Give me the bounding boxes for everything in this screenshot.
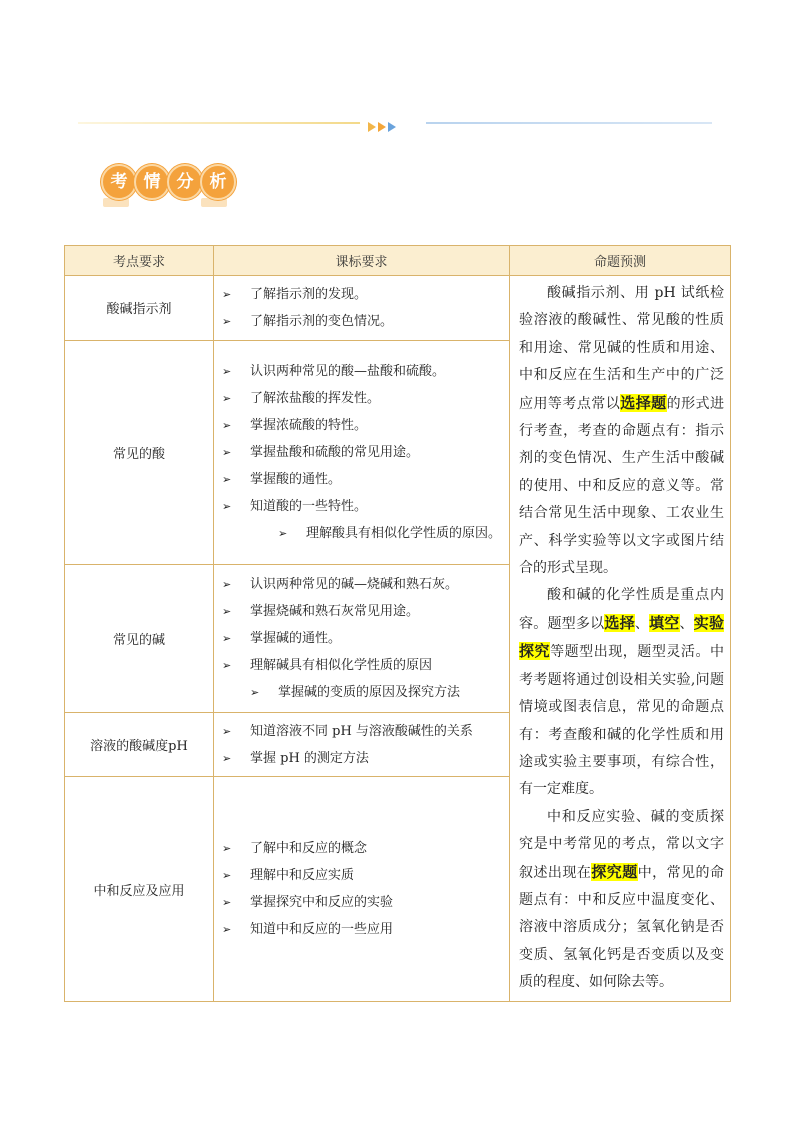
text: 知道中和反应的一些应用 (250, 922, 394, 938)
arrow-bullet-icon: ➢ (222, 631, 232, 645)
text: 探究题 (591, 862, 638, 881)
list-item (222, 439, 503, 466)
title-char: 分 (167, 164, 203, 200)
arrow-bullet-icon: ➢ (222, 896, 232, 910)
text: 了解指示剂的发现。 (250, 286, 368, 302)
list-item (222, 385, 503, 412)
arrow-bullet-icon: ➢ (222, 472, 232, 486)
title-char: 析 (200, 164, 236, 200)
list-item (222, 598, 503, 625)
text: 填空 (649, 613, 680, 632)
list-item (222, 862, 503, 889)
text: 理解中和反应实质 (250, 868, 355, 884)
point-cell: 常见的酸 (65, 340, 214, 564)
arrow-bullet-icon: ➢ (222, 751, 232, 765)
list-item (222, 466, 503, 493)
requirements-cell (214, 564, 510, 712)
prediction-paragraph: 中和反应实验、碱的变质探究是中考常见的考点，常以文字叙述出现在探究题中，常见的命题点有：中和反应中温度变化、溶液中溶质成分；氢氧化钠是否变质、氢氧化钙是否变质以及变质的程度、如何除去等。 (519, 808, 725, 991)
header-line-right (426, 122, 712, 124)
list-item (222, 652, 503, 679)
list-item (222, 835, 503, 862)
point-cell: 中和反应及应用 (65, 777, 214, 1001)
arrow-bullet-icon: ➢ (222, 923, 232, 937)
header-prediction: 命题预测 (510, 246, 731, 276)
text: 掌握 pH 的测定方法 (250, 750, 369, 766)
list-item (222, 745, 503, 772)
point-cell: 常见的碱 (65, 564, 214, 712)
text: 掌握探究中和反应的实验 (250, 895, 394, 911)
arrow-bullet-icon: ➢ (222, 577, 232, 591)
arrow-bullet-icon: ➢ (222, 604, 232, 618)
list-item (222, 281, 503, 308)
requirements-cell (214, 777, 510, 1001)
list-item (222, 493, 503, 520)
text: 理解碱具有相似化学性质的原因 (250, 657, 433, 673)
arrow-bullet-icon: ➢ (250, 685, 260, 699)
arrow-bullet-icon: ➢ (222, 842, 232, 856)
text: 认识两种常见的碱—烧碱和熟石灰。 (250, 576, 459, 592)
text: 知道酸的一些特性。 (250, 498, 368, 514)
arrow-bullet-icon: ➢ (222, 418, 232, 432)
point-cell: 溶液的酸碱度pH (65, 712, 214, 777)
text: 实验探究 (519, 613, 725, 661)
point-cell: 酸碱指示剂 (65, 276, 214, 341)
list-item (222, 889, 503, 916)
arrow-bullet-icon: ➢ (222, 869, 232, 883)
title-char: 考 (101, 164, 137, 200)
arrow-bullet-icon: ➢ (278, 526, 288, 540)
text: 掌握盐酸和硫酸的常见用途。 (250, 444, 420, 460)
text: 掌握酸的通性。 (250, 471, 342, 487)
text: 认识两种常见的酸—盐酸和硫酸。 (250, 363, 446, 379)
prediction-paragraph: 酸碱指示剂、用 pH 试纸检验溶液的酸碱性、常见酸的性质和用途、常见碱的性质和用途、中和反应在生活和生产中的广泛应用等考点常以选择题的形式进行考查，考查的命题点有：指示剂的变色情况、生产生活中酸碱的使用、中和反应的意义等。常结合常见生活中现象、工农业生产、科学实验等以文字或图片结合的形式呈现。 (519, 285, 725, 577)
prediction-paragraph: 酸和碱的化学性质是重点内容。题型多以选择、填空、实验探究等题型出现，题型灵活。中考考题将通过创设相关实验,问题情境或图表信息，常见的命题点有：考查酸和碱的化学性质和用途或实验主要事项，有综合性，有一定难度。 (519, 587, 725, 798)
list-item (222, 571, 503, 598)
list-item (222, 412, 503, 439)
list-item (222, 916, 503, 943)
section-title-badge (101, 164, 233, 210)
list-item (222, 718, 503, 745)
arrow-bullet-icon: ➢ (222, 364, 232, 378)
text: 掌握碱的通性。 (250, 630, 342, 646)
header-arrows-icon (368, 117, 408, 129)
text: 理解酸具有相似化学性质的原因。 (306, 525, 502, 541)
requirements-cell (214, 712, 510, 777)
prediction-cell (510, 276, 731, 1002)
arrow-bullet-icon: ➢ (222, 724, 232, 738)
header-standard: 课标要求 (214, 246, 510, 276)
list-item (222, 625, 503, 652)
text: 了解浓盐酸的挥发性。 (250, 390, 381, 406)
header-line-left (78, 122, 360, 124)
text: 选择题 (620, 393, 667, 412)
requirements-cell (214, 276, 510, 341)
arrow-bullet-icon: ➢ (222, 445, 232, 459)
text: 知道溶液不同 pH 与溶液酸碱性的关系 (250, 723, 473, 739)
arrow-bullet-icon: ➢ (222, 499, 232, 513)
exam-analysis-table (64, 245, 731, 1002)
title-char: 情 (134, 164, 170, 200)
text: 选择 (604, 613, 635, 632)
arrow-bullet-icon: ➢ (222, 391, 232, 405)
list-item (222, 358, 503, 385)
list-item (222, 308, 503, 335)
text: 掌握碱的变质的原因及探究方法 (278, 684, 461, 700)
requirements-cell (214, 340, 510, 564)
text: 掌握浓硫酸的特性。 (250, 417, 368, 433)
list-item (222, 520, 503, 547)
arrow-bullet-icon: ➢ (222, 287, 232, 301)
text: 掌握烧碱和熟石灰常见用途。 (250, 603, 420, 619)
arrow-bullet-icon: ➢ (222, 658, 232, 672)
arrow-bullet-icon: ➢ (222, 314, 232, 328)
text: 了解指示剂的变色情况。 (250, 313, 394, 329)
header-point: 考点要求 (65, 246, 214, 276)
list-item (222, 679, 503, 706)
text: 了解中和反应的概念 (250, 841, 368, 857)
